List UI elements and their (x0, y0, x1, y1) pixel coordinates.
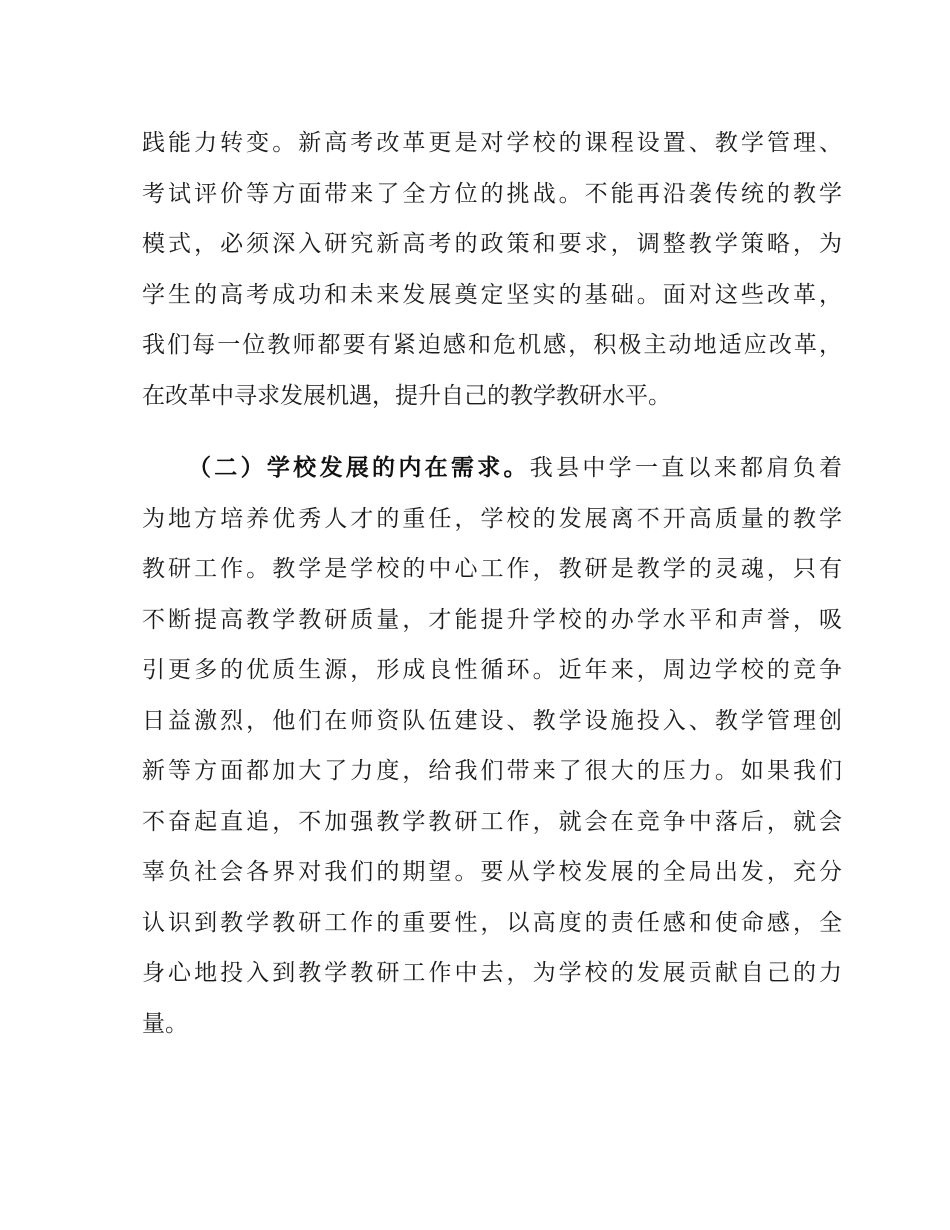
paragraph-2-line-10: 认识到教学教研工作的重要性，以高度的责任感和使命感，全 (142, 909, 842, 936)
paragraph-2-line-9: 辜负社会各界对我们的期望。要从学校发展的全局出发，充分 (142, 859, 842, 885)
paragraph-2-line-3: 教研工作。教学是学校的中心工作，教研是教学的灵魂，只有 (142, 556, 842, 582)
paragraph-1-line-5: 我们每一位教师都要有紧迫感和危机感，积极主动地适应改革， (142, 332, 842, 358)
paragraph-2-line-5: 引更多的优质生源，形成良性循环。近年来，周边学校的竞争 (142, 657, 842, 683)
paragraph-1 (142, 118, 842, 421)
section-heading: （二）学校发展的内在需求。 (188, 455, 530, 481)
paragraph-spacer (142, 421, 842, 443)
paragraph-2-line-7: 新等方面都加大了力度，给我们带来了很大的压力。如果我们 (142, 758, 842, 784)
paragraph-2 (142, 443, 842, 1049)
paragraph-1-line-6: 在改革中寻求发展机遇，提升自己的教学教研水平。 (142, 382, 671, 409)
paragraph-2-line-4: 不断提高教学教研质量，才能提升学校的办学水平和声誉，吸 (142, 606, 842, 633)
paragraph-2-first-line-text: 我县中学一直以来都肩负着 (529, 455, 843, 481)
paragraph-2-line-11: 身心地投入到教学教研工作中去，为学校的发展贡献自己的力 (142, 960, 842, 986)
paragraph-2-line-12: 量。 (142, 1010, 188, 1037)
paragraph-1-line-3: 模式，必须深入研究新高考的政策和要求，调整教学策略，为 (142, 231, 842, 257)
document-body (142, 118, 842, 1049)
paragraph-1-line-4: 学生的高考成功和未来发展奠定坚实的基础。面对这些改革， (142, 281, 842, 308)
paragraph-1-line-2: 考试评价等方面带来了全方位的挑战。不能再沿袭传统的教学 (142, 180, 842, 207)
paragraph-1-line-1: 践能力转变。新高考改革更是对学校的课程设置、教学管理、 (142, 130, 842, 156)
paragraph-2-line-6: 日益激烈，他们在师资队伍建设、教学设施投入、教学管理创 (142, 707, 842, 734)
paragraph-2-line-8: 不奋起直追，不加强教学教研工作，就会在竞争中落后，就会 (142, 808, 842, 835)
paragraph-2-line-1 (142, 443, 842, 494)
paragraph-2-line-2: 为地方培养优秀人才的重任，学校的发展离不开高质量的教学 (142, 505, 842, 532)
